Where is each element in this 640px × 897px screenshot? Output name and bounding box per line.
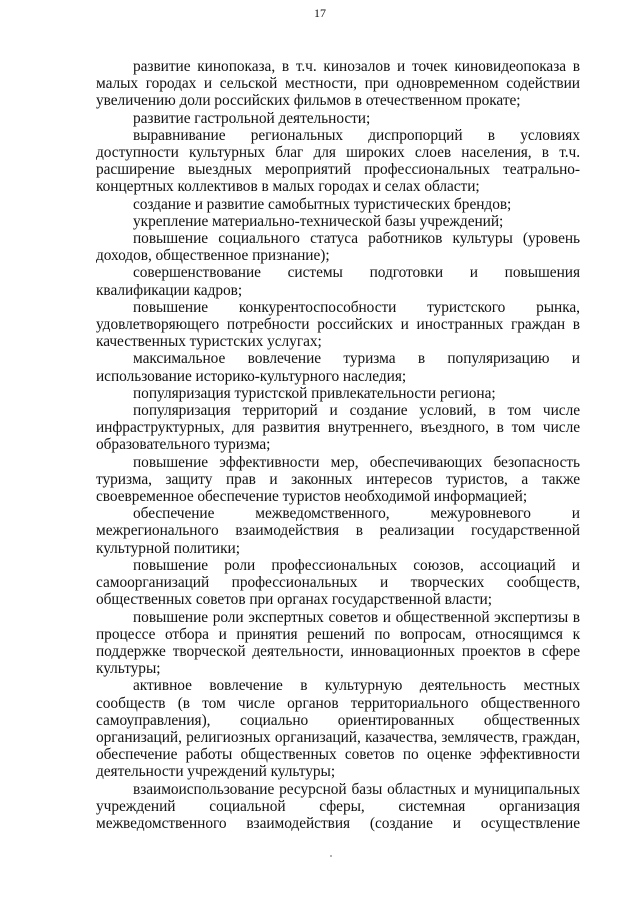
paragraph-13: обеспечение межведомственного, межуровневого и межрегионального взаимодействия в реализации государственной культурной политики; [96, 505, 580, 557]
paragraph-3: выравнивание региональных диспропорций в условиях доступности культурных благ для широких слоев населения, в т.ч. расширение выездных мероприятий профессиональных театрально-концертных коллективов в малых городах и селах области; [96, 126, 580, 196]
paragraph-16: активное вовлечение в культурную деятельность местных сообществ (в том числе органов территориального общественного самоуправления), социально ориентированных общественных организаций, религиозных организаций, казачества, землячеств, граждан, обеспечение работы общественных советов по оценке эффективности деятельности учреждений культуры; [96, 677, 580, 781]
paragraph-4: создание и развитие самобытных туристических брендов; [133, 195, 512, 213]
paragraph-2: развитие гастрольной деятельности; [133, 109, 371, 127]
paragraph-8: повышение конкурентоспособности туристского рынка, удовлетворяющего потребности российских и иностранных граждан в качественных туристских услугах; [96, 298, 580, 351]
paragraph-14: повышение роли профессиональных союзов, ассоциаций и самоорганизаций профессиональных и творческих сообществ, общественных советов при органах государственной власти; [96, 556, 580, 609]
paragraph-17: взаимоиспользование ресурсной базы областных и муниципальных учреждений социальной сферы, системная организация межведомственного взаимодействия (создание и осуществление [96, 780, 580, 832]
paragraph-11: популяризация территорий и создание условий, в том числе инфраструктурных, для развития внутреннего, въездного, в том числе образовательного туризма; [96, 402, 580, 454]
paragraph-1: развитие кинопоказа, в т.ч. кинозалов и точек киновидеопоказа в малых городах и сельской местности, при одновременном содействии увеличению доли российских фильмов в отечественном прокате; [96, 58, 580, 110]
body-text [96, 58, 580, 832]
paragraph-5: укрепление материально-технической базы учреждений; [133, 212, 504, 230]
scan-speck [330, 855, 332, 857]
paragraph-9: максимальное вовлечение туризма в популяризацию и использование историко-культурного наследия; [96, 350, 580, 385]
paragraph-6: повышение социального статуса работников культуры (уровень доходов, общественное признание); [96, 230, 580, 265]
paragraph-12: повышение эффективности мер, обеспечивающих безопасность туризма, защиту прав и законных интересов туристов, а также своевременное обеспечение туристов необходимой информацией; [96, 453, 580, 506]
page-number: 17 [314, 6, 326, 20]
paragraph-15: повышение роли экспертных советов и общественной экспертизы в процессе отбора и принятия решений по вопросам, относящимся к поддержке творческой деятельности, инновационных проектов в сфере культуры; [96, 608, 580, 678]
paragraph-7: совершенствование системы подготовки и повышения квалификации кадров; [96, 264, 580, 299]
paragraph-10: популяризация туристской привлекательности региона; [133, 384, 496, 402]
